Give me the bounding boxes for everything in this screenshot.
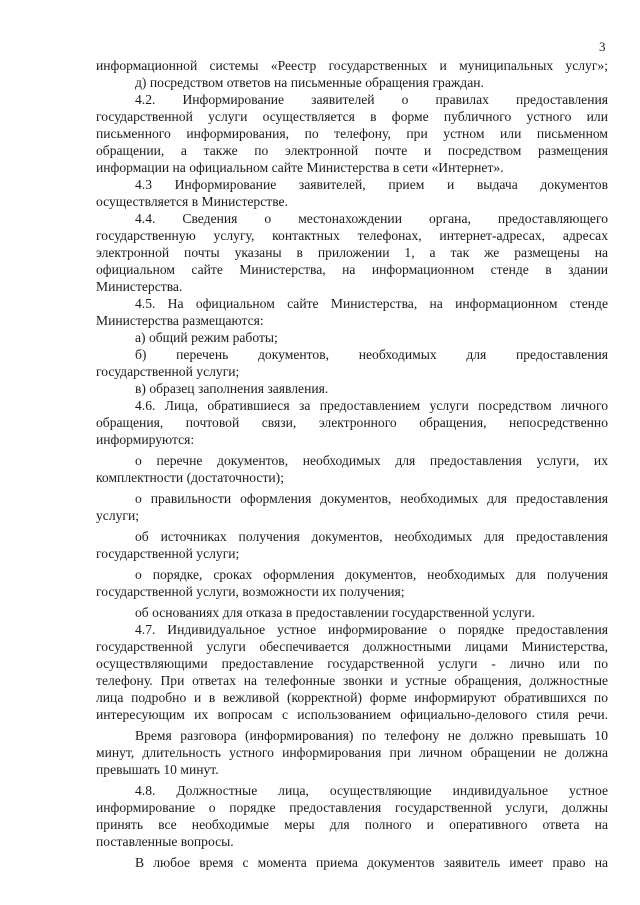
document-body <box>96 57 608 871</box>
text-line: поставленные вопросы. <box>96 834 234 849</box>
text-line: 4.5. На официальном сайте Министерства, на информационном стенде <box>135 296 608 311</box>
text-line: о порядке, сроках оформления документов, необходимых для получения <box>135 567 608 582</box>
text-line: лица подробно и в вежливой (корректной) форме информируют обратившихся по <box>96 690 608 705</box>
text-line: б) перечень документов, необходимых для предоставления <box>135 347 608 362</box>
text-line: 4.4. Сведения о местонахождении органа, предоставляющего <box>135 211 608 226</box>
text-line: государственной услуги, возможности их получения; <box>96 584 405 599</box>
text-line: В любое время с момента приема документов заявитель имеет право на <box>135 855 608 870</box>
text-line: 4.3 Информирование заявителей, прием и выдача документов <box>135 177 608 192</box>
text-line: информационной системы «Реестр государственных и муниципальных услуг»; <box>96 58 608 73</box>
text-line: официальном сайте Министерства, на информационном стенде в здании <box>96 262 608 277</box>
text-line: о перечне документов, необходимых для предоставления услуги, их <box>135 453 608 468</box>
text-line: электронной почты указаны в приложении 1, а так же размещены на <box>96 245 608 260</box>
text-line: информации на официальном сайте Министерства в сети «Интернет». <box>96 160 504 175</box>
text-line: 4.8. Должностные лица, осуществляющие индивидуальное устное <box>135 783 608 798</box>
text-line: комплектности (достаточности); <box>96 470 284 485</box>
text-line: об основаниях для отказа в предоставлении государственной услуги. <box>135 605 535 620</box>
text-line: Время разговора (информирования) по телефону не должно превышать 10 <box>135 728 608 743</box>
text-line: 4.7. Индивидуальное устное информирование о порядке предоставления <box>135 622 608 637</box>
text-line: обращения, почтовой связи, электронного обращения, непосредственно <box>96 415 608 430</box>
text-line: услуги; <box>96 508 140 523</box>
text-line: д) посредством ответов на письменные обращения граждан. <box>135 75 484 90</box>
text-line: осуществляющими предоставление государственной услуги - лично или по <box>96 656 608 671</box>
text-line: 4.2. Информирование заявителей о правилах предоставления <box>135 92 608 107</box>
text-line: принять все необходимые меры для полного и оперативного ответа на <box>96 817 608 832</box>
text-line: государственной услуги; <box>96 546 240 561</box>
text-line: государственной услуги осуществляется в форме публичного устного или <box>96 109 608 124</box>
text-line: интересующим их вопросам с использованием официально-делового стиля речи. <box>96 707 608 722</box>
text-line: Министерства размещаются: <box>96 313 264 328</box>
text-line: Министерства. <box>96 279 183 294</box>
text-line: государственную услугу, контактных телефонах, интернет-адресах, адресах <box>96 228 608 243</box>
page-number: 3 <box>599 39 606 54</box>
text-line: информируются: <box>96 432 195 447</box>
text-line: обращении, а также по электронной почте и посредством размещения <box>96 143 608 158</box>
text-line: 4.6. Лица, обратившиеся за предоставлением услуги посредством личного <box>135 398 608 413</box>
text-line: государственной услуги обеспечивается должностными лицами Министерства, <box>96 639 608 654</box>
text-line: осуществляется в Министерстве. <box>96 194 288 209</box>
text-line: информирование о порядке предоставления государственной услуги, должны <box>96 800 608 815</box>
text-line: а) общий режим работы; <box>135 330 278 345</box>
text-line: в) образец заполнения заявления. <box>135 381 329 396</box>
text-line: письменного информирования, по телефону, при устном или письменном <box>96 126 608 141</box>
text-line: о правильности оформления документов, необходимых для предоставления <box>135 491 608 506</box>
text-line: телефону. При ответах на телефонные звонки и устные обращения, должностные <box>96 673 608 688</box>
text-line: об источниках получения документов, необходимых для предоставления <box>135 529 608 544</box>
text-line: превышать 10 минут. <box>96 762 219 777</box>
text-line: минут, длительность устного информирования при личном обращении не должна <box>96 745 608 760</box>
text-line: государственной услуги; <box>96 364 240 379</box>
